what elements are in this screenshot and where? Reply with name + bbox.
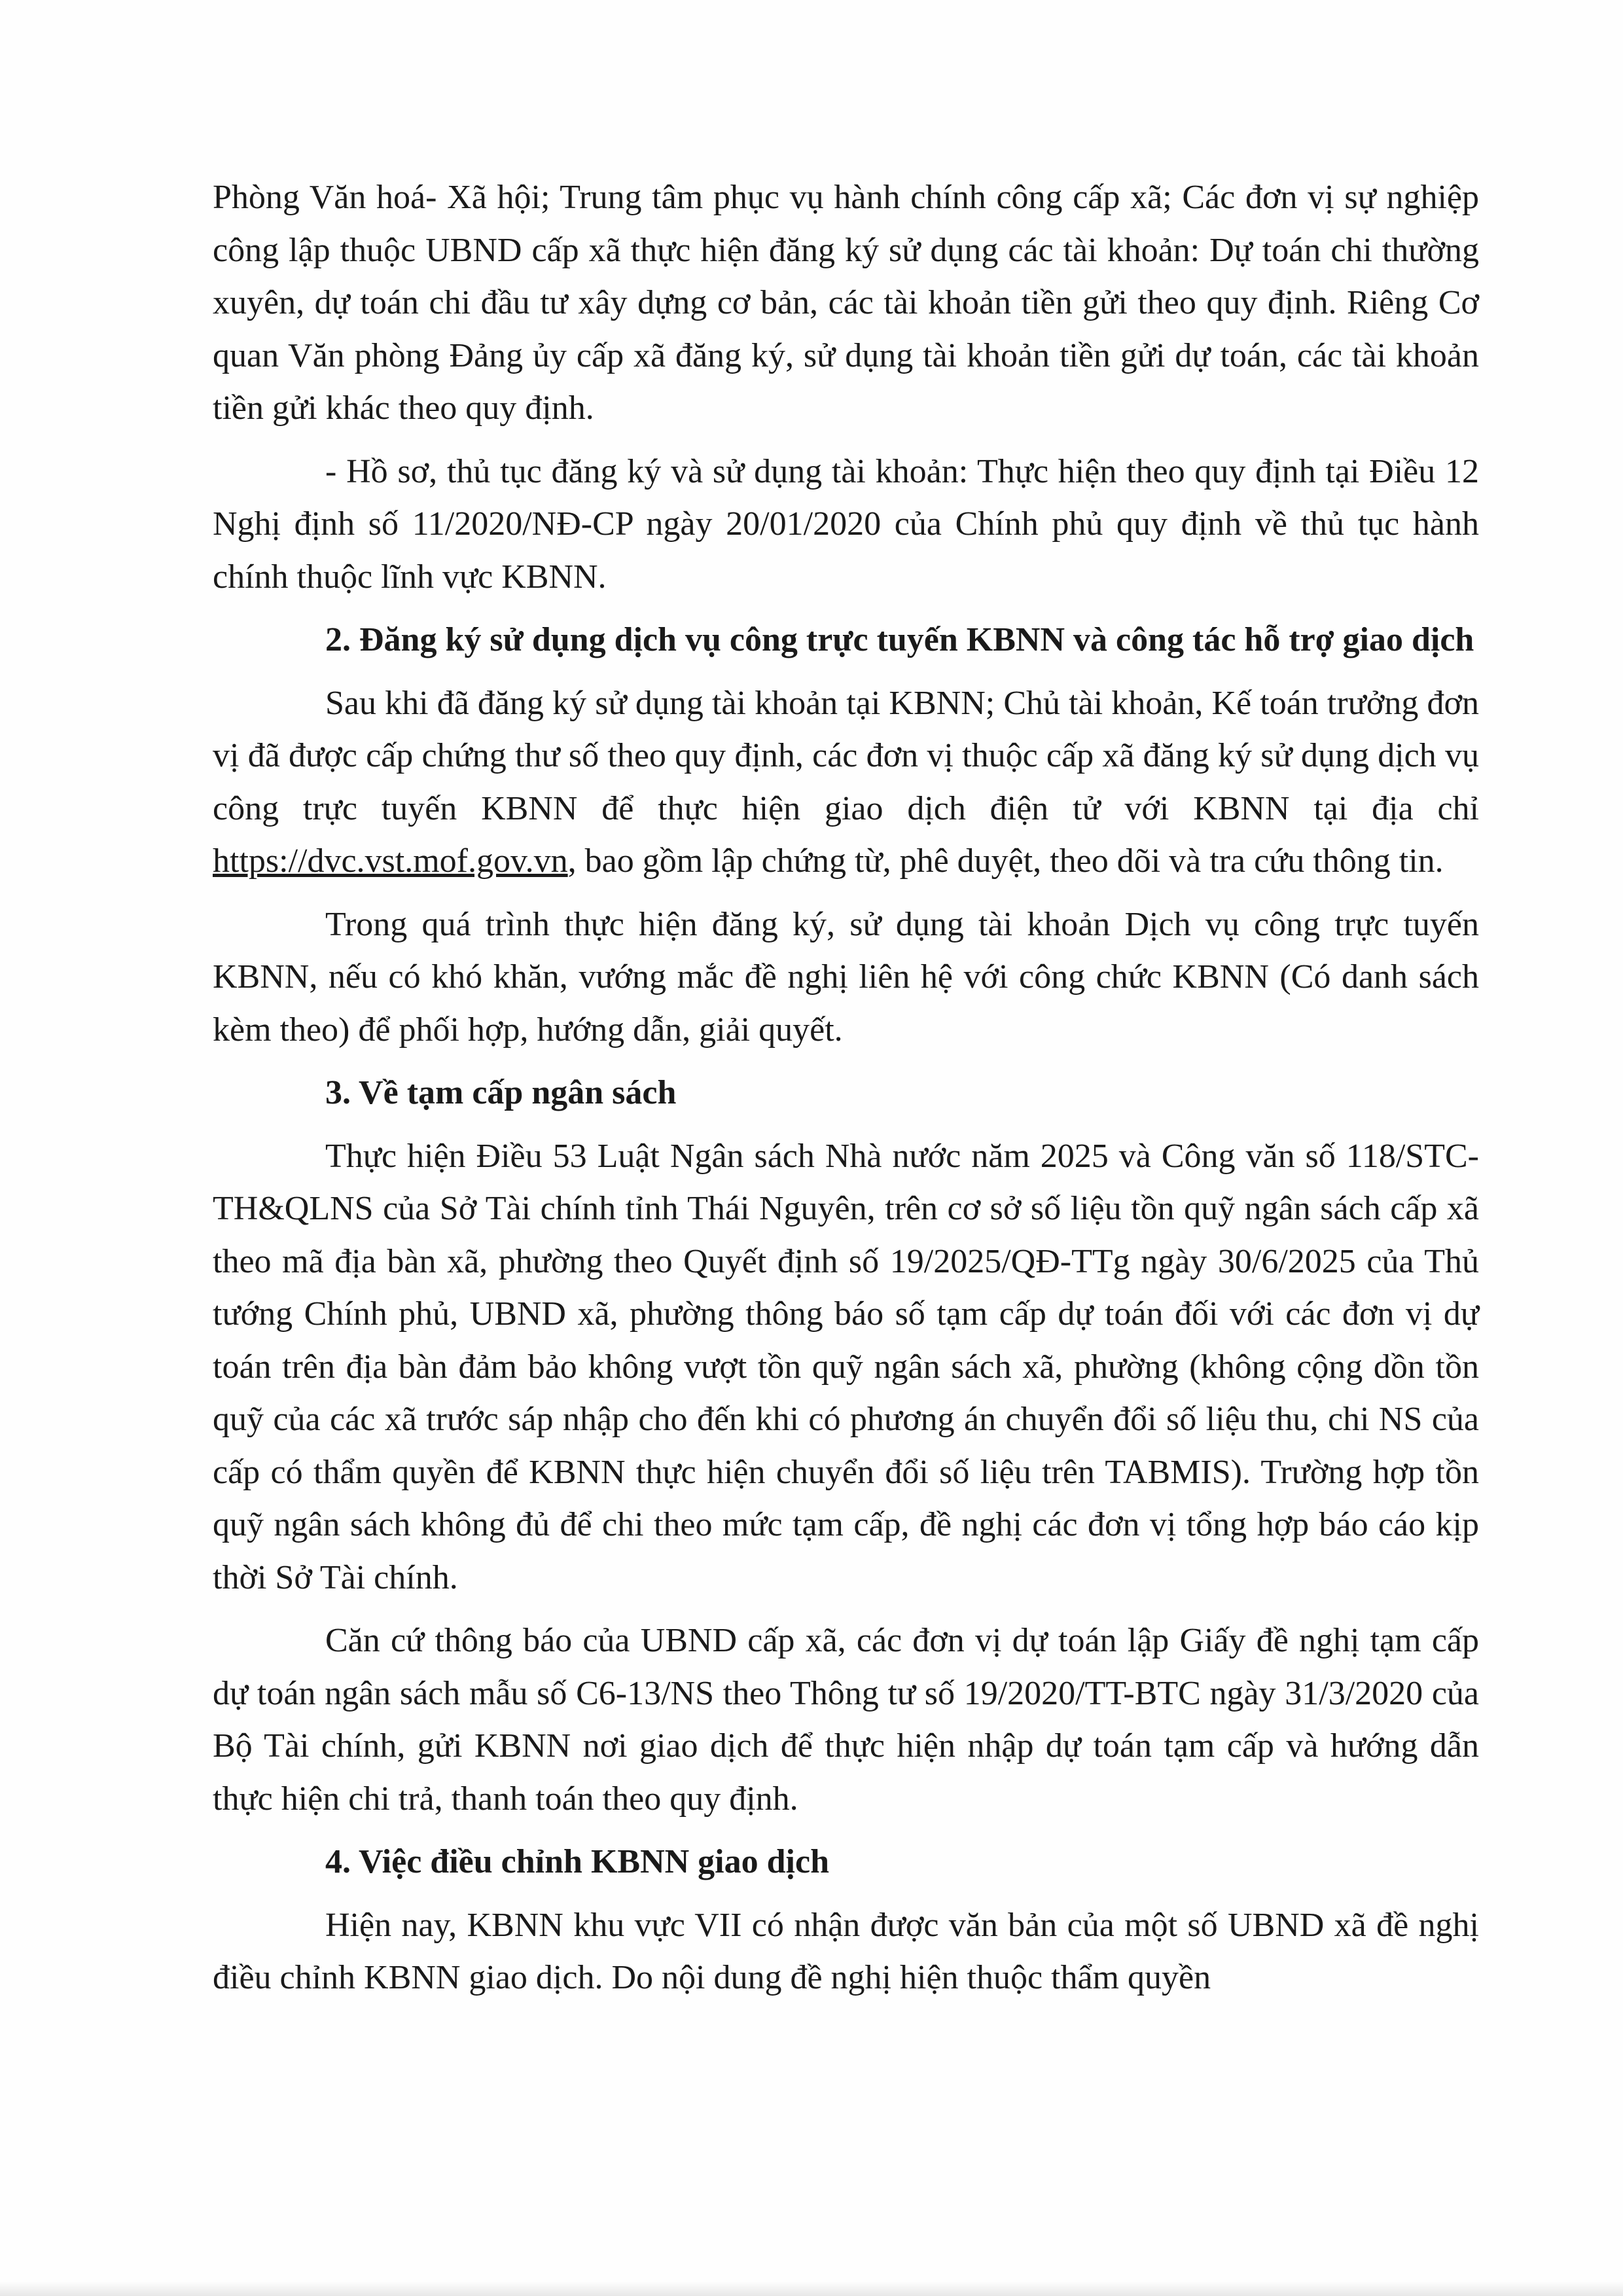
intro-paragraph-2: - Hồ sơ, thủ tục đăng ký và sử dụng tài khoản: Thực hiện theo quy định tại Điều 12 Nghị định số 11/2020/NĐ-CP ngày 20/01/2020 của Chính phủ quy định về thủ tục hành chính thuộc lĩnh vực KBNN. — [213, 452, 1479, 596]
section-3-paragraph-1: Thực hiện Điều 53 Luật Ngân sách Nhà nước năm 2025 và Công văn số 118/STC-TH&QLNS của Sở Tài chính tỉnh Thái Nguyên, trên cơ sở số liệu tồn quỹ ngân sách cấp xã theo mã địa bàn xã, phường theo Quyết định số 19/2025/QĐ-TTg ngày 30/6/2025 của Thủ tướng Chính phủ, UBND xã, phường thông báo số tạm cấp dự toán đối với các đơn vị dự toán trên địa bàn đảm bảo không vượt tồn quỹ ngân sách xã, phường (không cộng dồn tồn quỹ của các xã trước sáp nhập cho đến khi có phương án chuyển đổi số liệu thu, chi NS của cấp có thẩm quyền để KBNN thực hiện chuyển đổi số liệu trên TABMIS). Trường hợp tồn quỹ ngân sách không đủ để chi theo mức tạm cấp, đề nghị các đơn vị tổng hợp báo cáo kịp thời Sở Tài chính. — [213, 1137, 1479, 1596]
section-2-paragraph-1 — [213, 677, 1479, 888]
section-3-heading: 3. Về tạm cấp ngân sách — [325, 1074, 677, 1111]
section-3-paragraph-2: Căn cứ thông báo của UBND cấp xã, các đơn vị dự toán lập Giấy đề nghị tạm cấp dự toán ngân sách mẫu số C6-13/NS theo Thông tư số 19/2020/TT-BTC ngày 31/3/2020 của Bộ Tài chính, gửi KBNN nơi giao dịch để thực hiện nhập dự toán tạm cấp và hướng dẫn thực hiện chi trả, thanh toán theo quy định. — [213, 1622, 1479, 1818]
section-2-paragraph-1-text-a: Sau khi đã đăng ký sử dụng tài khoản tại KBNN; Chủ tài khoản, Kế toán trưởng đơn vị đã được cấp chứng thư số theo quy định, các đơn vị thuộc cấp xã đăng ký sử dụng dịch vụ công trực tuyến KBNN để thực hiện giao dịch điện tử với KBNN tại địa chỉ — [213, 684, 1479, 827]
section-2-paragraph-2: Trong quá trình thực hiện đăng ký, sử dụng tài khoản Dịch vụ công trực tuyến KBNN, nếu có khó khăn, vướng mắc đề nghị liên hệ với công chức KBNN (Có danh sách kèm theo) để phối hợp, hướng dẫn, giải quyết. — [213, 905, 1479, 1049]
section-4-paragraph-1: Hiện nay, KBNN khu vực VII có nhận được văn bản của một số UBND xã đề nghị điều chỉnh KBNN giao dịch. Do nội dung đề nghị hiện thuộc thẩm quyền — [213, 1906, 1479, 1996]
section-4-heading: 4. Việc điều chỉnh KBNN giao dịch — [325, 1843, 829, 1880]
section-2-paragraph-1-text-b: , bao gồm lập chứng từ, phê duyệt, theo dõi và tra cứu thông tin. — [567, 842, 1444, 880]
section-2-heading: 2. Đăng ký sử dụng dịch vụ công trực tuyến KBNN và công tác hỗ trợ giao dịch — [325, 621, 1474, 658]
scan-edge-shadow — [0, 2282, 1623, 2296]
document-body — [213, 171, 1479, 2005]
dvc-link[interactable]: https://dvc.vst.mof.gov.vn — [213, 842, 568, 880]
intro-paragraph-1: Phòng Văn hoá- Xã hội; Trung tâm phục vụ hành chính công cấp xã; Các đơn vị sự nghiệp công lập thuộc UBND cấp xã thực hiện đăng ký sử dụng các tài khoản: Dự toán chi thường xuyên, dự toán chi đầu tư xây dựng cơ bản, các tài khoản tiền gửi theo quy định. Riêng Cơ quan Văn phòng Đảng ủy cấp xã đăng ký, sử dụng tài khoản tiền gửi dự toán, các tài khoản tiền gửi khác theo quy định. — [213, 179, 1479, 427]
